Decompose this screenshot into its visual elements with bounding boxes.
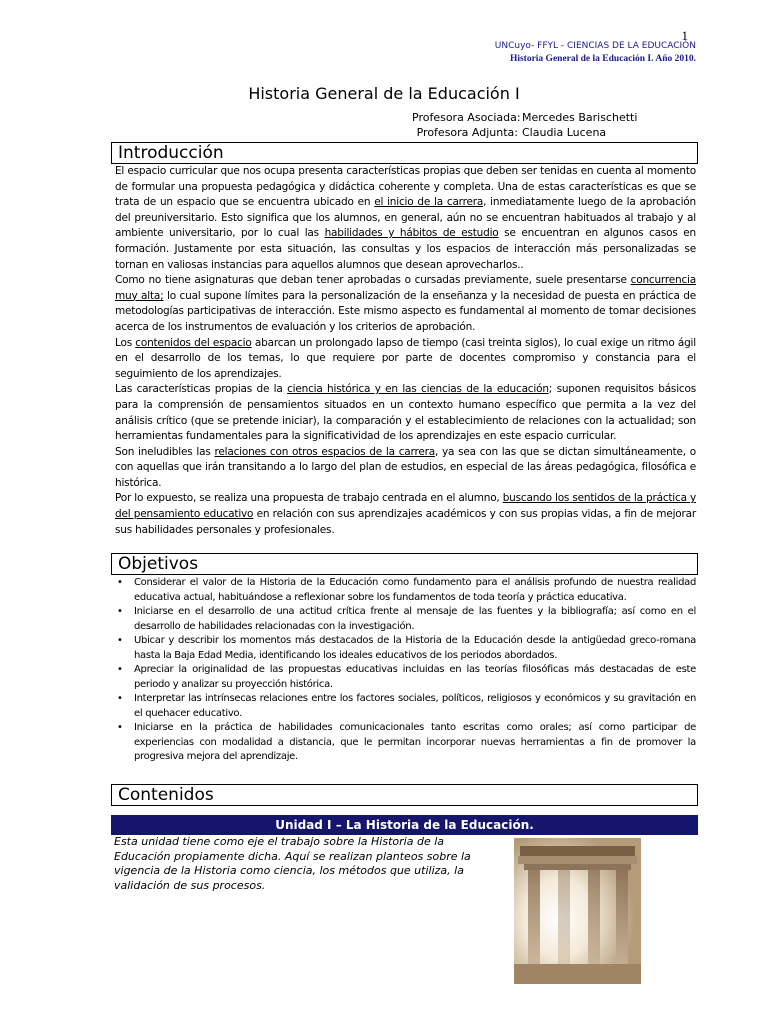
section-heading-introduccion: Introducción bbox=[111, 142, 698, 164]
bullet-icon: • bbox=[117, 664, 123, 675]
staff-list bbox=[412, 110, 637, 140]
underlined-phrase: concurrencia muy alta; bbox=[115, 274, 696, 302]
staff-name: Claudia Lucena bbox=[522, 126, 607, 139]
paragraph: Son ineludibles las relaciones con otros espacios de la carrera, ya sea con las que se dictan simultáneamente, o con aquellas que irán transitando a lo largo del plan de estudios, en especial de las áreas pedagógica, filosófica e histórica. bbox=[115, 445, 696, 489]
staff-row bbox=[412, 110, 637, 125]
paragraph: Los contenidos del espacio abarcan un prolongado lapso de tiempo (casi treinta siglos), lo cual exige un ritmo ágil en el desarrollo de los temas, lo que requiere por parte de docentes compromiso y constancia para el seguimiento de los aprendizajes. bbox=[115, 336, 696, 380]
list-item: • Interpretar las intrínsecas relaciones entre los factores sociales, políticos, religiosos y económicos y su gravitación en el quehacer educativo. bbox=[117, 693, 696, 719]
staff-row bbox=[412, 125, 637, 140]
unit-description: Esta unidad tiene como eje el trabajo sobre la Historia de la Educación propiamente dicha. Aquí se realizan planteos sobre la vigencia de la Historia como ciencia, los métodos que utiliza, la validación de sus procesos. bbox=[114, 835, 471, 892]
temple-image bbox=[514, 838, 641, 984]
bullet-icon: • bbox=[117, 693, 123, 704]
underlined-phrase: buscando los sentidos de la práctica y del pensamiento educativo bbox=[115, 492, 696, 521]
list-item: • Considerar el valor de la Historia de la Educación como fundamento para el análisis profundo de nuestra realidad educativa actual, habituándose a reflexionar sobre los fundamentos de toda teoría y práctica educativa. bbox=[117, 577, 696, 603]
list-item: • Apreciar la originalidad de las propuestas educativas incluidas en las teorías filosóficas más destacadas de este periodo y analizar su proyección histórica. bbox=[117, 664, 696, 690]
underlined-phrase: ciencia histórica y en las ciencias de la educación bbox=[287, 383, 549, 396]
running-header bbox=[495, 40, 696, 66]
institution-line: UNCuyo- FFYL - CIENCIAS DE LA EDUCACIÓN bbox=[494, 41, 696, 51]
bullet-icon: • bbox=[117, 722, 123, 733]
document-title: Historia General de la Educación I bbox=[248, 84, 520, 103]
list-item: • Iniciarse en el desarrollo de una actitud crítica frente al mensaje de las fuentes y la bibliografía; así como en el desarrollo de habilidades relacionadas con la investigación. bbox=[117, 606, 696, 632]
bullet-icon: • bbox=[117, 577, 123, 588]
list-item: • Iniciarse en la práctica de habilidades comunicacionales tanto escritas como orales; así como participar de experiencias con modalidad a distancia, que le permitan incorporar nuevas herramientas a fin de promover la progresiva mejora del aprendizaje. bbox=[117, 722, 696, 762]
staff-name: Mercedes Barischetti bbox=[522, 111, 638, 124]
underlined-phrase: habilidades y hábitos de estudio bbox=[324, 227, 499, 240]
list-item: • Ubicar y describir los momentos más destacados de la Historia de la Educación desde la antigüedad greco-romana hasta la Baja Edad Media, identificando los ideales educativos de los periodos abordados. bbox=[117, 635, 696, 661]
paragraph: El espacio curricular que nos ocupa presenta características propias que deben ser tenidas en cuenta al momento de formular una propuesta pedagógica y didáctica coherente y completa. Una de estas características es que se trata de un espacio que se encuentra ubicado en el inicio de la carrera, inmediatamente luego de la aprobación del preuniversitario. Esto significa que los alumnos, en general, aún no se encuentran habituados al trabajo y al ambiente universitario, por lo cual las habilidades y hábitos de estudio se encuentran en algunos casos en formación. Justamente por esta situación, las consultas y los espacios de interacción más personalizadas se tornan en valiosas instancias para aquellos alumnos que desean aprovecharlos.. bbox=[115, 165, 696, 271]
bullet-icon: • bbox=[117, 606, 123, 617]
staff-role: Profesora Asociada: bbox=[412, 111, 521, 124]
paragraph: Como no tiene asignaturas que deban tener aprobadas o cursadas previamente, suele presentarse concurrencia muy alta; lo cual supone límites para la personalización de la enseñanza y la necesidad de puesta en práctica de metodologías participativas de interacción. Este mismo aspecto es fundamental al momento de tomar decisiones acerca de los instrumentos de evaluación y los criterios de aprobación. bbox=[115, 274, 696, 333]
introduccion-body bbox=[115, 164, 696, 538]
section-heading-contenidos: Contenidos bbox=[111, 784, 698, 806]
paragraph: Las características propias de la ciencia histórica y en las ciencias de la educación; suponen requisitos básicos para la comprensión de pensamientos situados en un contexto humano específico que permita a la vez del análisis crítico (que se pretende iniciar), la comparación y el establecimiento de relaciones con la actualidad; son herramientas fundamentales para la significatividad de los aprendizajes en este espacio curricular. bbox=[115, 383, 696, 443]
staff-role: Profesora Adjunta: bbox=[416, 126, 518, 139]
paragraph: Por lo expuesto, se realiza una propuesta de trabajo centrada en el alumno, buscando los sentidos de la práctica y del pensamiento educativo en relación con sus aprendizajes académicos y con sus propias vidas, a fin de mejorar sus habilidades personales y profesionales. bbox=[115, 492, 696, 536]
underlined-phrase: relaciones con otros espacios de la carrera bbox=[214, 445, 435, 458]
unit-banner: Unidad I – La Historia de la Educación. bbox=[111, 815, 698, 835]
greek-temple-photo bbox=[514, 838, 641, 984]
underlined-phrase: contenidos del espacio bbox=[135, 336, 252, 349]
bullet-icon: • bbox=[117, 635, 123, 646]
underlined-phrase: el inicio de la carrera bbox=[374, 196, 484, 209]
objetivos-list bbox=[115, 576, 696, 765]
section-heading-objetivos: Objetivos bbox=[111, 553, 698, 575]
course-year-line: Historia General de la Educación I. Año 2010. bbox=[509, 54, 696, 64]
page-number: 1 bbox=[681, 28, 688, 43]
